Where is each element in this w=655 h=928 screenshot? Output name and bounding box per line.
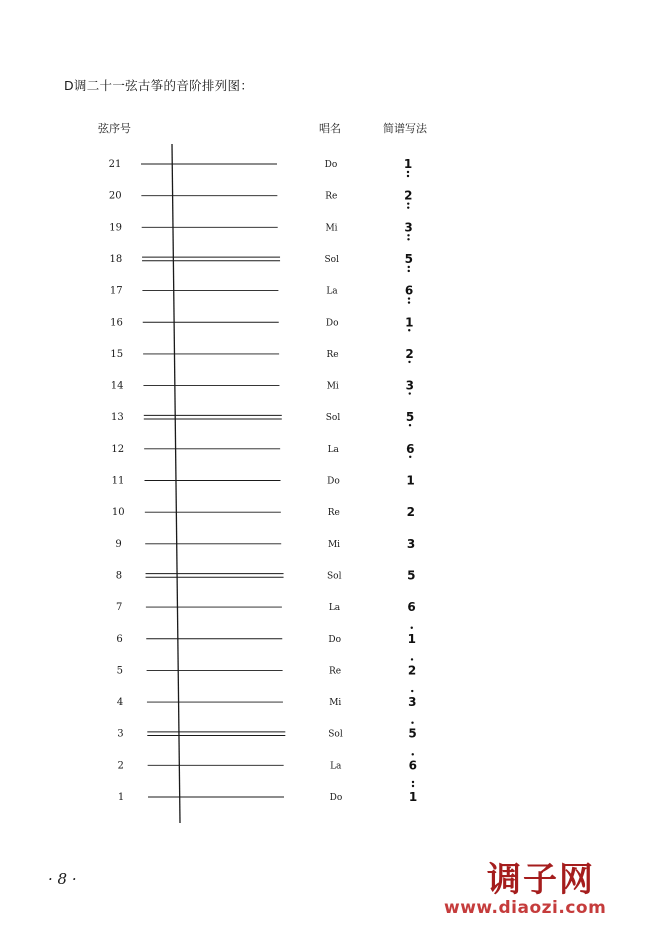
octave-dot bbox=[407, 234, 409, 236]
string-number: 8 bbox=[115, 570, 123, 582]
solfege-label: Sol bbox=[327, 571, 342, 582]
solfege-label: Do bbox=[324, 160, 338, 170]
string-number: 12 bbox=[111, 443, 125, 455]
jianpu-digit: 3 bbox=[405, 378, 414, 393]
octave-dot bbox=[407, 175, 409, 177]
solfege-label: Mi bbox=[329, 698, 342, 709]
octave-dot bbox=[411, 627, 413, 629]
solfege-label: La bbox=[326, 286, 338, 297]
octave-dot bbox=[412, 753, 414, 755]
octave-dot bbox=[411, 690, 413, 692]
string-row bbox=[117, 658, 417, 677]
string-number: 18 bbox=[109, 253, 123, 265]
octave-dot bbox=[412, 781, 414, 783]
solfege-label: Mi bbox=[325, 223, 338, 234]
solfege-label: Do bbox=[329, 793, 343, 803]
string-row bbox=[118, 753, 417, 772]
string-number: 4 bbox=[116, 697, 124, 709]
solfege-label: Sol bbox=[328, 729, 343, 740]
jianpu-digit: 2 bbox=[407, 663, 417, 678]
octave-dot bbox=[407, 202, 409, 204]
jianpu-digit: 2 bbox=[406, 505, 415, 520]
jianpu-digit: 5 bbox=[407, 568, 416, 583]
octave-dot bbox=[408, 270, 410, 272]
octave-dot bbox=[408, 297, 410, 299]
string-row bbox=[118, 781, 417, 804]
string-number: 17 bbox=[109, 285, 123, 297]
jianpu-digit: 2 bbox=[404, 188, 413, 203]
jianpu-digit: 1 bbox=[407, 631, 416, 646]
octave-dot bbox=[409, 424, 411, 426]
jianpu-digit: 5 bbox=[405, 410, 415, 425]
string-row bbox=[109, 157, 413, 177]
string-row bbox=[111, 442, 414, 458]
octave-dot bbox=[408, 266, 410, 268]
string-row bbox=[116, 600, 416, 614]
string-number: 14 bbox=[110, 380, 124, 392]
jianpu-digit: 6 bbox=[406, 441, 415, 456]
jianpu-digit: 5 bbox=[404, 251, 413, 266]
jianpu-digit: 3 bbox=[404, 220, 413, 235]
string-number: 6 bbox=[116, 633, 123, 645]
string-number: 19 bbox=[109, 222, 122, 234]
string-row bbox=[111, 410, 414, 426]
string-number: 10 bbox=[111, 507, 125, 519]
solfege-label: Re bbox=[326, 349, 339, 360]
bridge-line bbox=[172, 144, 180, 823]
string-row bbox=[110, 284, 413, 304]
octave-dot bbox=[409, 392, 411, 394]
string-row bbox=[115, 537, 415, 551]
string-number: 13 bbox=[111, 412, 124, 424]
string-number: 15 bbox=[110, 348, 124, 360]
string-number: 11 bbox=[111, 475, 125, 487]
string-number: 7 bbox=[116, 602, 123, 614]
string-number: 5 bbox=[116, 665, 123, 677]
header-string-number: 弦序号 bbox=[98, 122, 131, 135]
string-row bbox=[117, 690, 417, 709]
jianpu-digit: 6 bbox=[408, 758, 417, 773]
string-number: 21 bbox=[108, 159, 122, 170]
string-row bbox=[110, 252, 413, 272]
solfege-label: La bbox=[330, 761, 342, 772]
watermark-url: www.diaozi.com bbox=[444, 898, 607, 918]
string-row bbox=[111, 379, 414, 395]
page-number: · 8 · bbox=[48, 870, 77, 888]
octave-dot bbox=[407, 171, 409, 173]
header-solfege: 唱名 bbox=[319, 122, 341, 135]
string-number: 1 bbox=[117, 792, 125, 803]
solfege-label: Mi bbox=[327, 539, 341, 550]
solfege-label: Sol bbox=[324, 254, 339, 265]
jianpu-digit: 5 bbox=[408, 726, 417, 741]
string-row bbox=[116, 568, 416, 582]
solfege-label: Re bbox=[328, 666, 342, 677]
octave-dot bbox=[411, 722, 413, 724]
solfege-label: La bbox=[327, 444, 339, 455]
page-title: D调二十一弦古筝的音阶排列图： bbox=[64, 78, 254, 93]
string-number: 16 bbox=[110, 317, 123, 329]
solfege-label: Do bbox=[325, 318, 339, 329]
string-row bbox=[110, 347, 413, 363]
octave-dot bbox=[408, 361, 410, 363]
octave-dot bbox=[407, 238, 409, 240]
octave-dot bbox=[408, 301, 410, 303]
solfege-label: Do bbox=[328, 634, 342, 645]
string-number: 20 bbox=[108, 190, 122, 202]
jianpu-digit: 2 bbox=[405, 346, 414, 361]
string-row bbox=[109, 220, 412, 240]
octave-dot bbox=[408, 329, 410, 331]
octave-dot bbox=[411, 658, 413, 660]
solfege-label: La bbox=[328, 603, 341, 614]
jianpu-digit: 6 bbox=[404, 283, 414, 298]
jianpu-digit: 6 bbox=[407, 600, 416, 615]
string-row bbox=[109, 189, 412, 209]
jianpu-digit: 1 bbox=[408, 790, 418, 804]
string-row bbox=[116, 627, 416, 646]
solfege-label: Mi bbox=[326, 381, 339, 392]
string-number: 3 bbox=[117, 728, 124, 740]
string-row bbox=[112, 505, 415, 519]
jianpu-digit: 1 bbox=[406, 473, 415, 488]
octave-dot bbox=[409, 456, 411, 458]
solfege-label: Re bbox=[325, 191, 338, 202]
jianpu-digit: 1 bbox=[405, 315, 414, 330]
string-row bbox=[110, 315, 413, 331]
solfege-label: Sol bbox=[325, 413, 341, 424]
jianpu-digit: 3 bbox=[408, 695, 417, 710]
octave-dot bbox=[407, 206, 409, 208]
solfege-label: Re bbox=[327, 508, 340, 519]
solfege-label: Do bbox=[327, 476, 340, 487]
watermark-title: 调子网 bbox=[487, 860, 595, 900]
string-number: 9 bbox=[115, 538, 122, 550]
string-row bbox=[117, 722, 416, 741]
string-row bbox=[112, 474, 415, 488]
header-notation: 简谱写法 bbox=[383, 122, 427, 135]
octave-dot bbox=[412, 785, 414, 787]
string-number: 2 bbox=[117, 760, 124, 772]
jianpu-digit: 3 bbox=[406, 536, 416, 551]
jianpu-digit: 1 bbox=[403, 157, 413, 171]
